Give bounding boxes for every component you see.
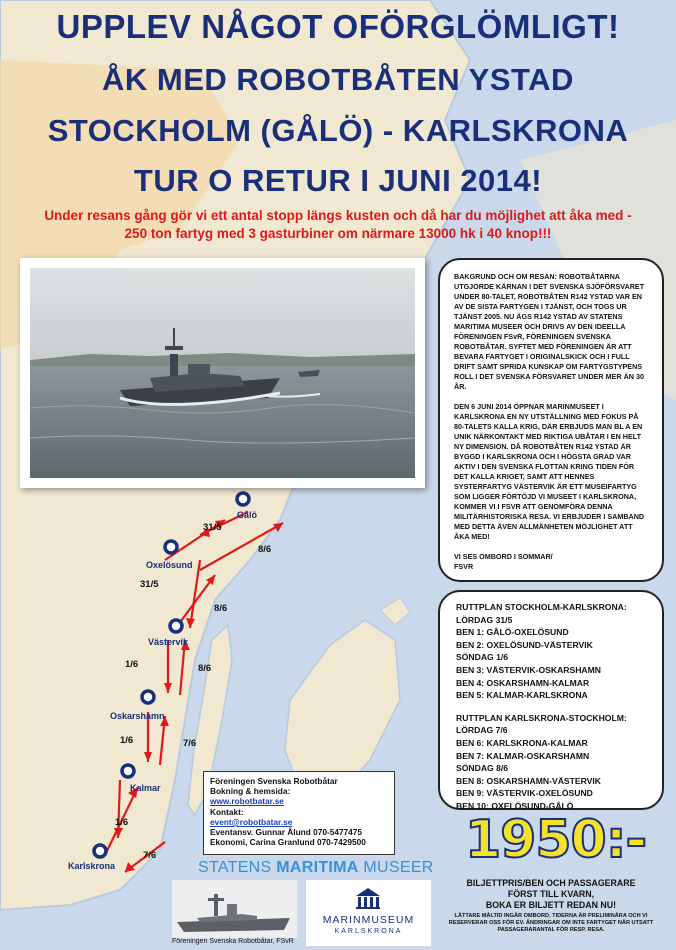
intro-line-1: Under resans gång gör vi ett antal stopp längs kusten och då har du möjlighet att åka med - — [44, 208, 632, 223]
about-box — [438, 258, 664, 582]
route-title-return: RUTTPLAN KARLSKRONA-STOCKHOLM: — [456, 712, 627, 723]
about-signoff-2: FSVR — [454, 562, 474, 571]
intro-line-2: 250 ton fartyg med 3 gasturbiner om närmare 13000 hk i 40 knop!!! — [124, 226, 552, 241]
stop-label-oskarshamn: Oskarshamn — [110, 711, 165, 721]
price-line-2: FÖRST TILL KVARN, — [507, 889, 595, 899]
price-line-1: BILJETTPRIS/BEN OCH PASSAGERARE — [466, 878, 636, 888]
date-label: 7/6 — [183, 738, 197, 749]
statens-maritima-museer-logo — [198, 859, 434, 877]
date-label: 1/6 — [120, 735, 134, 746]
marinmuseum-name: MARINMUSEUM — [322, 914, 415, 926]
date-label: 7/6 — [143, 850, 157, 861]
ticket-price: 1950:- — [465, 810, 647, 870]
about-paragraph-2: DEN 6 JUNI 2014 ÖPPNAR MARINMUSEET I KARLSKRONA EN NY UTSTÄLLNING MED FOKUS PÅ 80-TALETS KALLA KRIG, DÄR ERBJUDS MAN BL A EN UNIK NÄRKONTAKT MED RIKTIGA UBÅTAR I EN HELT NY DIMENSION. DÅ ROBOTBÅTEN R142 YSTAD ÄR BYGGD I KARLSKRONA OCH I HÖGSTA GRAD VAR AKTIV I DEN SVENSKA FLOTTAN KRING TIDEN FÖR DET KALLA KRIGET, SAMT ATT HENNES SYSTERFARTYG VÄSTERVIK ÄR ETT MUSEIFARTYG SOM LIGGER FÖRTÖJD VI MUSEET I KARLSKRONA, KOMMER VI I FSVR ATT GENOMFÖRA DENNA MILITÄRHISTORISKA RESA. VI ERBJUDER I SAMBAND MED DETTA ÄVEN ALLMÄNHETEN MÖJLIGHET ATT ÅKA MED! — [454, 402, 645, 541]
route-day: LÖRDAG 31/5 — [456, 614, 513, 625]
smm-part-3: MUSEER — [358, 859, 434, 876]
date-label: 1/6 — [115, 817, 129, 828]
smm-part-1: STATENS — [198, 859, 277, 876]
date-label: 31/5 — [203, 522, 222, 533]
date-label: 8/6 — [214, 603, 228, 614]
date-label: 8/6 — [198, 663, 212, 674]
headline-line-4: TUR O RETUR I JUNI 2014! — [133, 163, 543, 198]
contact-person-2: Ekonomi, Carina Granlund 070-7429500 — [210, 837, 366, 848]
boat-photo — [20, 258, 425, 488]
stop-label-karlskrona: Karlskrona — [68, 861, 116, 871]
headline-line-1: UPPLEV NÅGOT OFÖRGLÖMLIGT! — [56, 8, 620, 45]
route-leg: BEN 6: KARLSKRONA-KALMAR — [456, 737, 588, 748]
route-plan-box — [438, 590, 664, 810]
route-day: SÖNDAG 1/6 — [456, 652, 509, 663]
stop-label-galo: Gålö — [237, 510, 258, 520]
intro-text — [0, 207, 676, 243]
route-leg: BEN 5: KALMAR-KARLSKRONA — [456, 690, 588, 701]
date-label: 8/6 — [258, 544, 272, 555]
fsvr-caption: Föreningen Svenska Robotbåtar, FSvR — [172, 938, 294, 945]
date-label: 1/6 — [125, 659, 139, 670]
stop-label-kalmar: Kalmar — [130, 783, 161, 793]
website-link[interactable]: www.robotbatar.se — [210, 796, 284, 807]
email-link[interactable]: event@robotbatar.se — [210, 816, 293, 827]
contact-org: Föreningen Svenska Robotbåtar — [210, 776, 338, 786]
fsvr-boat-image — [172, 880, 297, 938]
boat-photo-image — [30, 268, 415, 478]
route-leg: BEN 7: KALMAR-OSKARSHAMN — [456, 750, 590, 761]
marinmuseum-city: KARLSKRONA — [334, 928, 403, 935]
price-fine-print: LÄTTARE MÅLTID INGÅR OMBORD. TIDERNA ÄR PRELIMINÄRA OCH VI RESERVERAR OSS FÖR EV. ÄNDRINGAR OM INTE FARTYGET NÅR UTSATT PASSAGERARANTAL FÖR RESP. RESA. — [448, 913, 654, 933]
museum-building-icon — [306, 880, 431, 912]
date-label: 31/5 — [140, 579, 159, 590]
stop-label-vastervik: Västervik — [148, 637, 189, 647]
route-leg: BEN 10: OXELÖSUND-GÅLÖ — [456, 800, 574, 811]
about-paragraph-1: BAKGRUND OCH OM RESAN: ROBOTBÅTARNA UTGJORDE KÄRNAN I DET SVENSKA SJÖFÖRSVARET UNDER 80-TALET, ROBOTBÅTEN R142 YSTAD VAR EN AV DE SISTA FARTYGEN I TJÄNST, OCH TOGS UR TJÄNST 2005. NU ÄGS R142 YSTAD AV STATENS MARITIMA MUSEER OCH DRIVS AV DEN IDEELLA FÖRENINGEN FSvR, FÖRENINGEN SVENSKA ROBOTBÅTAR. SYFTET MED FÖRENINGEN ÄR ATT BEVARA FARTYGET I ORIGINALSKICK OCH I FULL DRIFT SAMT SPRIDA KUNSKAP OM FARTYGSTYPENS ROLL I DET SVENSKA FÖRSVARET UNDER MER ÄN 30 ÅR. — [454, 272, 645, 391]
fsvr-boat-icon — [172, 880, 297, 938]
route-leg: BEN 4: OSKARSHAMN-KALMAR — [456, 677, 590, 688]
route-leg: BEN 9: VÄSTERVIK-OXELÖSUND — [456, 788, 593, 799]
marinmuseum-logo — [306, 880, 431, 946]
route-day: LÖRDAG 7/6 — [456, 725, 508, 736]
route-leg: BEN 8: OSKARSHAMN-VÄSTERVIK — [456, 775, 601, 786]
route-day: SÖNDAG 8/6 — [456, 763, 509, 774]
route-leg: BEN 1: GÅLÖ-OXELÖSUND — [456, 627, 569, 638]
headline-line-3: STOCKHOLM (GÅLÖ) - KARLSKRONA — [47, 113, 629, 148]
headline-line-2: ÅK MED ROBOTBÅTEN YSTAD — [102, 62, 574, 97]
route-leg: BEN 2: OXELÖSUND-VÄSTERVIK — [456, 639, 593, 650]
route-title-outbound: RUTTPLAN STOCKHOLM-KARLSKRONA: — [456, 602, 627, 612]
route-leg: BEN 3: VÄSTERVIK-OSKARSHAMN — [456, 664, 601, 675]
contact-box — [203, 771, 395, 855]
contact-label: Kontakt: — [210, 806, 244, 817]
contact-person-1: Eventansv. Gunnar Ålund 070-5477475 — [210, 827, 363, 838]
about-signoff-1: VI SES OMBORD I SOMMAR/ — [454, 552, 553, 561]
price-line-3: BOKA ER BILJETT REDAN NU! — [485, 900, 617, 910]
price-details — [442, 878, 660, 934]
stop-label-oxelosund: Oxelösund — [146, 560, 193, 570]
smm-part-2: MARITIMA — [276, 859, 359, 876]
contact-booking-label: Bokning & hemsida: — [210, 786, 291, 797]
